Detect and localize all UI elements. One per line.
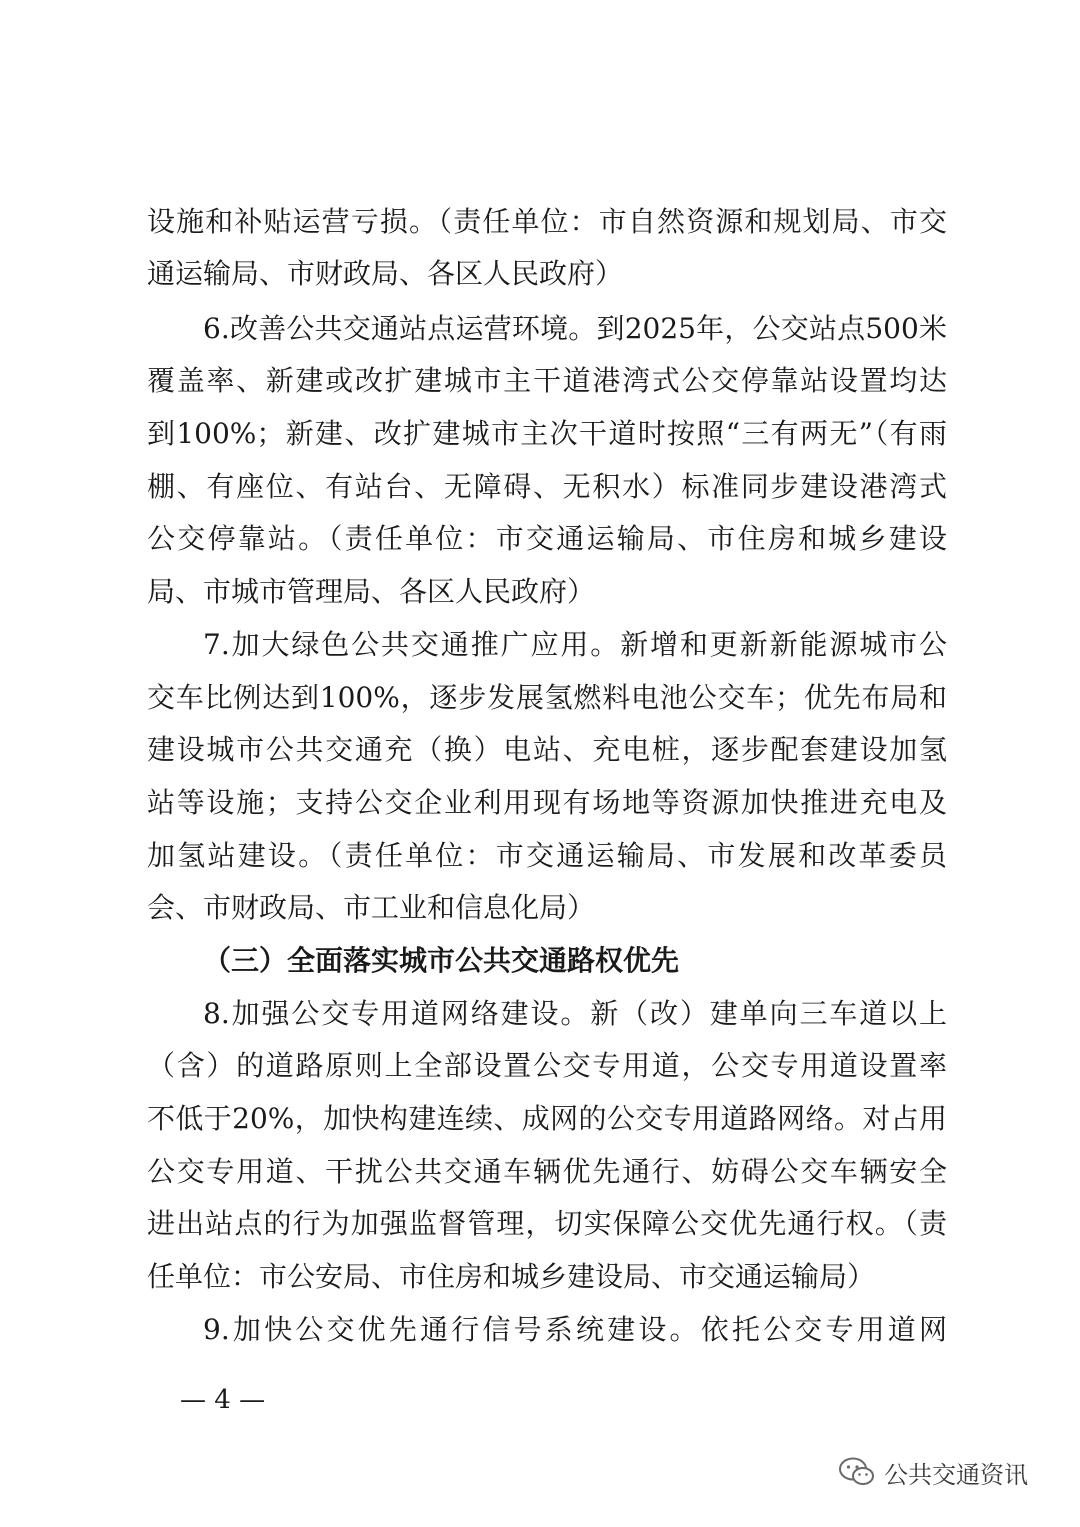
text-line: 9.加快公交优先通行信号系统建设。依托公交专用道网 (203, 1313, 947, 1346)
text-line: 站等设施；支持公交企业利用现有场地等资源加快推进充电及 (147, 786, 947, 819)
text-line: 设施和补贴运营亏损。（责任单位：市自然资源和规划局、市交 (147, 205, 947, 238)
text-line: 通运输局、市财政局、各区人民政府） (147, 257, 624, 290)
text-line: 交车比例达到100%，逐步发展氢燃料电池公交车；优先布局和 (147, 681, 947, 714)
text-line: 公交停靠站。（责任单位：市交通运输局、市住房和城乡建设 (147, 522, 947, 555)
text-line: 进出站点的行为加强监督管理，切实保障公交优先通行权。（责 (147, 1207, 947, 1240)
text-line: 8.加强公交专用道网络建设。新（改）建单向三车道以上 (203, 997, 947, 1030)
text-line: 棚、有座位、有站台、无障碍、无积水）标准同步建设港湾式 (147, 470, 947, 503)
watermark-text: 公共交通资讯 (884, 1460, 1028, 1489)
text-line: 6.改善公共交通站点运营环境。到2025年，公交站点500米 (203, 312, 947, 345)
text-line: 建设城市公共交通充（换）电站、充电桩，逐步配套建设加氢 (147, 733, 947, 766)
text-line: 覆盖率、新建或改扩建城市主干道港湾式公交停靠站设置均达 (147, 364, 947, 397)
text-line: 不低于20%，加快构建连续、成网的公交专用道路网络。对占用 (147, 1102, 947, 1135)
page-number: — 4 — (180, 1385, 266, 1415)
text-line: 会、市财政局、市工业和信息化局） (147, 891, 596, 924)
text-line: 到100%；新建、改扩建城市主次干道时按照“三有两无”（有雨 (147, 417, 947, 450)
wechat-icon (838, 1456, 876, 1488)
text-line: 任单位：市公安局、市住房和城乡建设局、市交通运输局） (147, 1260, 876, 1293)
section-heading: （三）全面落实城市公共交通路权优先 (203, 944, 680, 977)
text-line: 加氢站建设。（责任单位：市交通运输局、市发展和改革委员 (147, 839, 947, 872)
text-line: （含）的道路原则上全部设置公交专用道，公交专用道设置率 (147, 1049, 947, 1082)
text-line: 7.加大绿色公共交通推广应用。新增和更新新能源城市公 (203, 628, 947, 661)
text-line: 局、市城市管理局、各区人民政府） (147, 575, 596, 608)
watermark (838, 1452, 1028, 1492)
text-line: 公交专用道、干扰公共交通车辆优先通行、妨碍公交车辆安全 (147, 1155, 947, 1188)
